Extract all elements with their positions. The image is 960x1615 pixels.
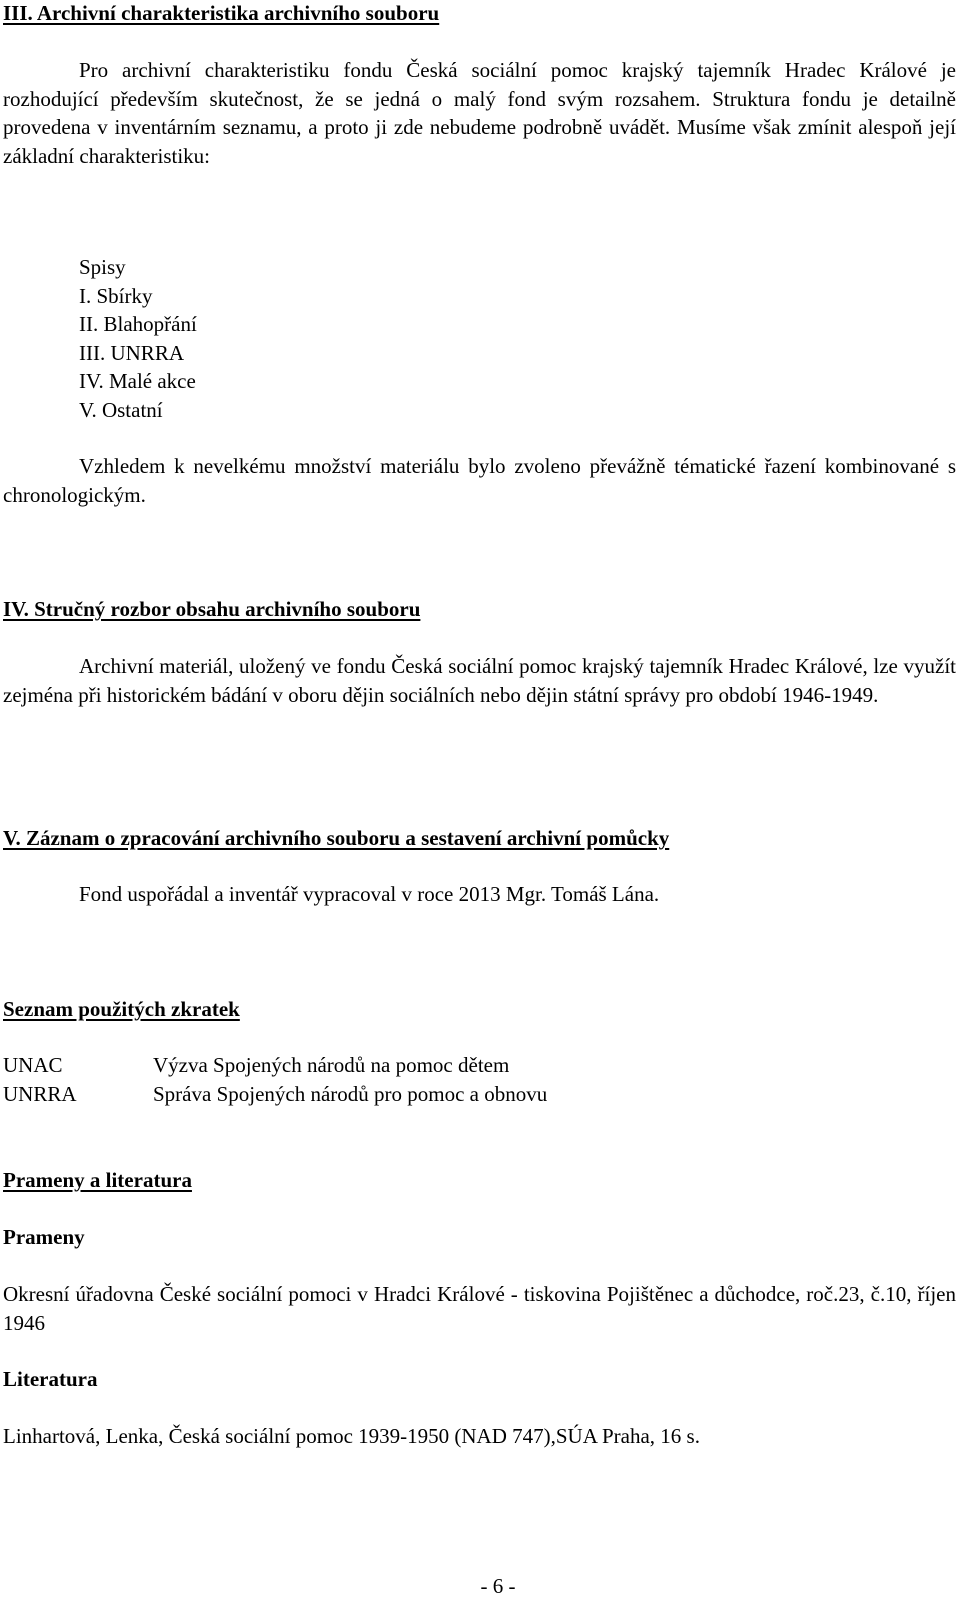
abbreviation-meaning: Správa Spojených národů pro pomoc a obnovu xyxy=(153,1081,548,1106)
abbreviations-table xyxy=(3,1051,547,1108)
structure-item: Spisy xyxy=(79,255,126,279)
page-number: - 6 - xyxy=(480,1574,516,1598)
section-3-note-paragraph: Vzhledem k nevelkému množství materiálu bylo zvoleno převážně tématické řazení kombinované s chronologickým. xyxy=(3,454,956,507)
sources-heading: Prameny a literatura xyxy=(3,1168,192,1192)
prameny-heading: Prameny xyxy=(3,1225,85,1249)
structure-item: V. Ostatní xyxy=(79,397,163,422)
section-3-intro-paragraph: Pro archivní charakteristiku fondu Česká sociální pomoc krajský tajemník Hradec Králové je rozhodující především skutečnost, že se jedná o malý fond svým rozsahem. Struktura fondu je detailně provedena v inventárním seznamu, a proto ji zde nebudeme podrobně uvádět. Musíme však zmínit alespoň její základní charakteristiku: xyxy=(3,58,956,168)
abbreviation-code: UNAC xyxy=(3,1053,63,1077)
section-5-paragraph: Fond uspořádal a inventář vypracoval v roce 2013 Mgr. Tomáš Lána. xyxy=(79,882,660,906)
structure-item: IV. Malé akce xyxy=(79,369,196,393)
literatura-paragraph: Linhartová, Lenka, Česká sociální pomoc 1939-1950 (NAD 747),SÚA Praha, 16 s. xyxy=(3,1424,700,1448)
abbreviation-row xyxy=(3,1051,547,1080)
structure-item: I. Sbírky xyxy=(79,283,153,308)
structure-item: III. UNRRA xyxy=(79,340,184,365)
abbreviation-row xyxy=(3,1080,547,1109)
literatura-heading: Literatura xyxy=(3,1367,98,1391)
section-4-paragraph: Archivní materiál, uložený ve fondu Česká sociální pomoc krajský tajemník Hradec Králové, lze využít zejména při historickém bádání v oboru dějin sociálních nebo dějin státní správy pro období 1946-1949. xyxy=(3,654,956,707)
abbreviation-meaning: Výzva Spojených národů na pomoc dětem xyxy=(153,1053,510,1077)
section-5-heading: V. Záznam o zpracování archivního souboru a sestavení archivní pomůcky xyxy=(3,826,670,850)
abbreviation-code: UNRRA xyxy=(3,1081,77,1106)
abbreviations-heading: Seznam použitých zkratek xyxy=(3,997,240,1021)
section-4-heading: IV. Stručný rozbor obsahu archivního souboru xyxy=(3,597,421,621)
section-3-heading: III. Archivní charakteristika archivního souboru xyxy=(3,1,440,25)
structure-item: II. Blahopřání xyxy=(79,312,197,336)
fond-structure-list xyxy=(79,253,197,424)
prameny-paragraph: Okresní úřadovna České sociální pomoci v Hradci Králové - tiskovina Pojištěnec a důchodce, roč.23, č.10, říjen 1946 xyxy=(3,1282,956,1335)
